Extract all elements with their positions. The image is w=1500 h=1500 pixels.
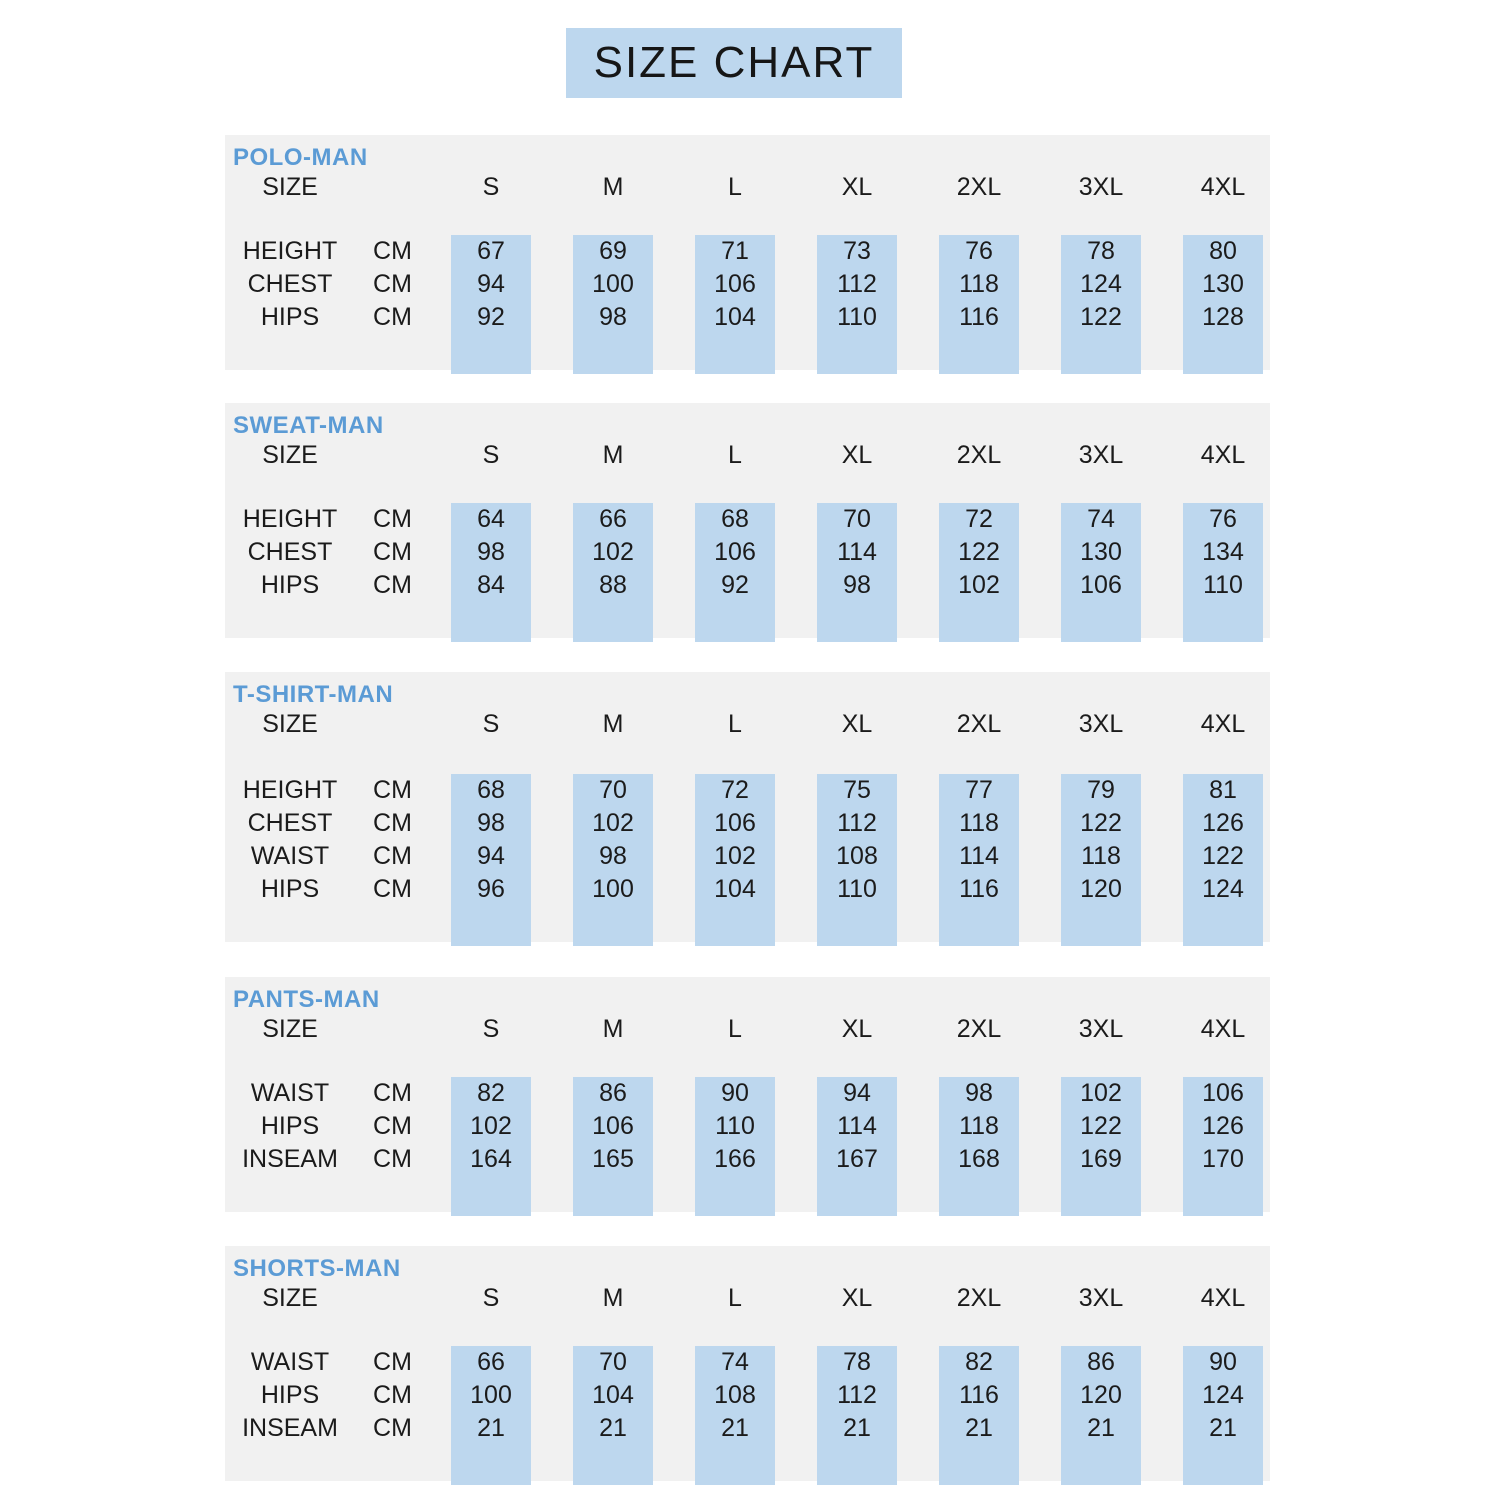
value-cell: 110 — [837, 875, 877, 903]
row-unit: CM — [373, 1112, 412, 1140]
size-col-header: 2XL — [956, 1283, 1002, 1312]
size-col-header: 4XL — [1200, 709, 1246, 738]
section-shorts-man — [225, 1246, 1270, 1481]
value-cell: 82 — [965, 1348, 993, 1376]
value-cell: 70 — [843, 505, 871, 533]
size-col-header: XL — [841, 1014, 873, 1043]
value-cell: 88 — [599, 571, 627, 599]
value-cell: 104 — [714, 303, 756, 331]
value-cell: 78 — [1087, 237, 1115, 265]
size-header-label: SIZE — [262, 709, 318, 738]
value-cell: 122 — [958, 538, 1000, 566]
section-table — [225, 1013, 1284, 1212]
value-cell: 128 — [1202, 303, 1244, 331]
value-cell: 72 — [721, 776, 749, 804]
value-cell: 112 — [837, 270, 877, 298]
value-cell: 164 — [470, 1145, 512, 1173]
value-cell: 124 — [1202, 1381, 1244, 1409]
value-cell: 130 — [1202, 270, 1244, 298]
value-cell: 116 — [959, 1381, 999, 1409]
row-unit: CM — [373, 505, 412, 533]
size-col-header: 2XL — [956, 172, 1002, 201]
value-cell: 21 — [965, 1414, 993, 1442]
size-col-header: M — [602, 1283, 624, 1312]
value-cell: 106 — [1202, 1079, 1244, 1107]
value-cell: 122 — [1080, 809, 1122, 837]
row-unit: CM — [373, 1414, 412, 1442]
size-col-header: M — [602, 440, 624, 469]
value-cell: 104 — [714, 875, 756, 903]
size-col-header: 2XL — [956, 1014, 1002, 1043]
row-label: HIPS — [260, 1112, 320, 1140]
value-cell: 170 — [1202, 1145, 1244, 1173]
value-cell: 110 — [715, 1112, 755, 1140]
value-cell: 80 — [1209, 237, 1237, 265]
size-col-header: 3XL — [1078, 1283, 1124, 1312]
row-unit: CM — [373, 776, 412, 804]
size-header-label: SIZE — [262, 440, 318, 469]
value-cell: 82 — [477, 1079, 505, 1107]
row-label: HIPS — [260, 571, 320, 599]
value-cell: 21 — [721, 1414, 749, 1442]
value-cell: 112 — [837, 809, 877, 837]
value-cell: 64 — [477, 505, 505, 533]
size-col-header: 3XL — [1078, 709, 1124, 738]
value-cell: 110 — [837, 303, 877, 331]
value-cell: 74 — [721, 1348, 749, 1376]
value-cell: 90 — [1209, 1348, 1237, 1376]
value-cell: 68 — [721, 505, 749, 533]
value-cell: 102 — [470, 1112, 512, 1140]
value-cell: 126 — [1202, 1112, 1244, 1140]
value-cell: 106 — [1080, 571, 1122, 599]
value-cell: 122 — [1080, 1112, 1122, 1140]
section-sweat-man — [225, 403, 1270, 638]
section-table — [225, 708, 1284, 942]
value-cell: 98 — [965, 1079, 993, 1107]
size-col-header: XL — [841, 440, 873, 469]
value-cell: 69 — [599, 237, 627, 265]
value-cell: 134 — [1202, 538, 1244, 566]
size-col-header: M — [602, 1014, 624, 1043]
section-title: T-SHIRT-MAN — [233, 681, 394, 708]
value-cell: 169 — [1080, 1145, 1122, 1173]
size-header-label: SIZE — [262, 1014, 318, 1043]
row-label: HEIGHT — [242, 776, 338, 804]
value-cell: 165 — [592, 1145, 634, 1173]
size-col-header: S — [482, 1283, 500, 1312]
value-cell: 76 — [1209, 505, 1237, 533]
value-cell: 21 — [599, 1414, 627, 1442]
value-cell: 96 — [477, 875, 505, 903]
section-t-shirt-man — [225, 672, 1270, 942]
section-title: PANTS-MAN — [233, 986, 380, 1013]
value-cell: 166 — [714, 1145, 756, 1173]
value-cell: 79 — [1087, 776, 1115, 804]
row-unit: CM — [373, 270, 412, 298]
value-cell: 98 — [599, 303, 627, 331]
size-col-header: 3XL — [1078, 172, 1124, 201]
value-cell: 120 — [1080, 1381, 1122, 1409]
row-unit: CM — [373, 538, 412, 566]
size-col-header: L — [728, 1283, 742, 1312]
row-label: HIPS — [260, 303, 320, 331]
size-col-header: 4XL — [1200, 1014, 1246, 1043]
value-cell: 74 — [1087, 505, 1115, 533]
row-label: HEIGHT — [242, 237, 338, 265]
value-cell: 106 — [714, 538, 756, 566]
value-cell: 102 — [1080, 1079, 1122, 1107]
size-col-header: S — [482, 709, 500, 738]
value-cell: 104 — [592, 1381, 634, 1409]
value-cell: 118 — [959, 809, 999, 837]
value-cell: 106 — [592, 1112, 634, 1140]
value-cell: 66 — [599, 505, 627, 533]
value-cell: 118 — [959, 270, 999, 298]
value-cell: 21 — [1209, 1414, 1237, 1442]
size-col-header: 4XL — [1200, 440, 1246, 469]
size-col-header: S — [482, 172, 500, 201]
row-label: CHEST — [247, 270, 333, 298]
value-cell: 94 — [477, 842, 505, 870]
row-label: CHEST — [247, 809, 333, 837]
value-cell: 126 — [1202, 809, 1244, 837]
value-cell: 77 — [965, 776, 993, 804]
value-cell: 108 — [836, 842, 878, 870]
row-unit: CM — [373, 875, 412, 903]
value-cell: 68 — [477, 776, 505, 804]
size-col-header: L — [728, 440, 742, 469]
size-col-header: 4XL — [1200, 1283, 1246, 1312]
value-cell: 167 — [836, 1145, 878, 1173]
value-cell: 122 — [1080, 303, 1122, 331]
value-cell: 122 — [1202, 842, 1244, 870]
row-label: HIPS — [260, 1381, 320, 1409]
value-cell: 100 — [592, 875, 634, 903]
value-cell: 86 — [1087, 1348, 1115, 1376]
section-table — [225, 171, 1284, 370]
value-cell: 168 — [958, 1145, 1000, 1173]
value-cell: 102 — [714, 842, 756, 870]
size-col-header: XL — [841, 172, 873, 201]
row-unit: CM — [373, 303, 412, 331]
value-cell: 66 — [477, 1348, 505, 1376]
value-cell: 81 — [1209, 776, 1237, 804]
row-label: HIPS — [260, 875, 320, 903]
value-cell: 75 — [843, 776, 871, 804]
value-cell: 114 — [837, 1112, 877, 1140]
value-cell: 130 — [1080, 538, 1122, 566]
value-cell: 116 — [959, 875, 999, 903]
section-title: POLO-MAN — [233, 144, 368, 171]
value-cell: 100 — [470, 1381, 512, 1409]
section-title: SWEAT-MAN — [233, 412, 384, 439]
section-title: SHORTS-MAN — [233, 1255, 401, 1282]
value-cell: 90 — [721, 1079, 749, 1107]
value-cell: 84 — [477, 571, 505, 599]
value-cell: 102 — [592, 809, 634, 837]
size-col-header: M — [602, 709, 624, 738]
size-header-label: SIZE — [262, 172, 318, 201]
row-unit: CM — [373, 1079, 412, 1107]
value-cell: 118 — [1081, 842, 1121, 870]
value-cell: 112 — [837, 1381, 877, 1409]
row-label: WAIST — [250, 1348, 330, 1376]
size-col-header: L — [728, 1014, 742, 1043]
section-table — [225, 1282, 1284, 1481]
value-cell: 70 — [599, 1348, 627, 1376]
size-col-header: 4XL — [1200, 172, 1246, 201]
row-unit: CM — [373, 571, 412, 599]
size-col-header: XL — [841, 1283, 873, 1312]
value-cell: 114 — [837, 538, 877, 566]
size-col-header: 2XL — [956, 440, 1002, 469]
value-cell: 124 — [1202, 875, 1244, 903]
row-unit: CM — [373, 1381, 412, 1409]
row-label: WAIST — [250, 1079, 330, 1107]
value-cell: 106 — [714, 270, 756, 298]
size-col-header: L — [728, 709, 742, 738]
value-cell: 108 — [714, 1381, 756, 1409]
size-col-header: 2XL — [956, 709, 1002, 738]
size-col-header: XL — [841, 709, 873, 738]
value-cell: 106 — [714, 809, 756, 837]
row-label: HEIGHT — [242, 505, 338, 533]
value-cell: 71 — [721, 237, 749, 265]
value-cell: 73 — [843, 237, 871, 265]
size-col-header: S — [482, 1014, 500, 1043]
value-cell: 98 — [477, 809, 505, 837]
value-cell: 100 — [592, 270, 634, 298]
value-cell: 76 — [965, 237, 993, 265]
value-cell: 92 — [721, 571, 749, 599]
page-title: SIZE CHART — [566, 28, 902, 98]
value-cell: 120 — [1080, 875, 1122, 903]
value-cell: 21 — [477, 1414, 505, 1442]
value-cell: 98 — [599, 842, 627, 870]
section-table — [225, 439, 1284, 638]
value-cell: 86 — [599, 1079, 627, 1107]
row-label: WAIST — [250, 842, 330, 870]
value-cell: 98 — [843, 571, 871, 599]
value-cell: 70 — [599, 776, 627, 804]
row-label: CHEST — [247, 538, 333, 566]
row-label: INSEAM — [242, 1145, 338, 1173]
value-cell: 94 — [843, 1079, 871, 1107]
value-cell: 98 — [477, 538, 505, 566]
value-cell: 94 — [477, 270, 505, 298]
row-unit: CM — [373, 237, 412, 265]
value-cell: 72 — [965, 505, 993, 533]
value-cell: 21 — [843, 1414, 871, 1442]
value-cell: 21 — [1087, 1414, 1115, 1442]
value-cell: 102 — [958, 571, 1000, 599]
size-col-header: S — [482, 440, 500, 469]
section-polo-man — [225, 135, 1270, 370]
value-cell: 102 — [592, 538, 634, 566]
row-unit: CM — [373, 809, 412, 837]
value-cell: 67 — [477, 237, 505, 265]
size-col-header: M — [602, 172, 624, 201]
row-unit: CM — [373, 1348, 412, 1376]
row-unit: CM — [373, 842, 412, 870]
size-header-label: SIZE — [262, 1283, 318, 1312]
value-cell: 114 — [959, 842, 999, 870]
value-cell: 110 — [1203, 571, 1243, 599]
row-unit: CM — [373, 1145, 412, 1173]
size-col-header: L — [728, 172, 742, 201]
value-cell: 124 — [1080, 270, 1122, 298]
section-pants-man — [225, 977, 1270, 1212]
value-cell: 118 — [959, 1112, 999, 1140]
row-label: INSEAM — [242, 1414, 338, 1442]
size-col-header: 3XL — [1078, 1014, 1124, 1043]
value-cell: 116 — [959, 303, 999, 331]
value-cell: 92 — [477, 303, 505, 331]
size-col-header: 3XL — [1078, 440, 1124, 469]
value-cell: 78 — [843, 1348, 871, 1376]
